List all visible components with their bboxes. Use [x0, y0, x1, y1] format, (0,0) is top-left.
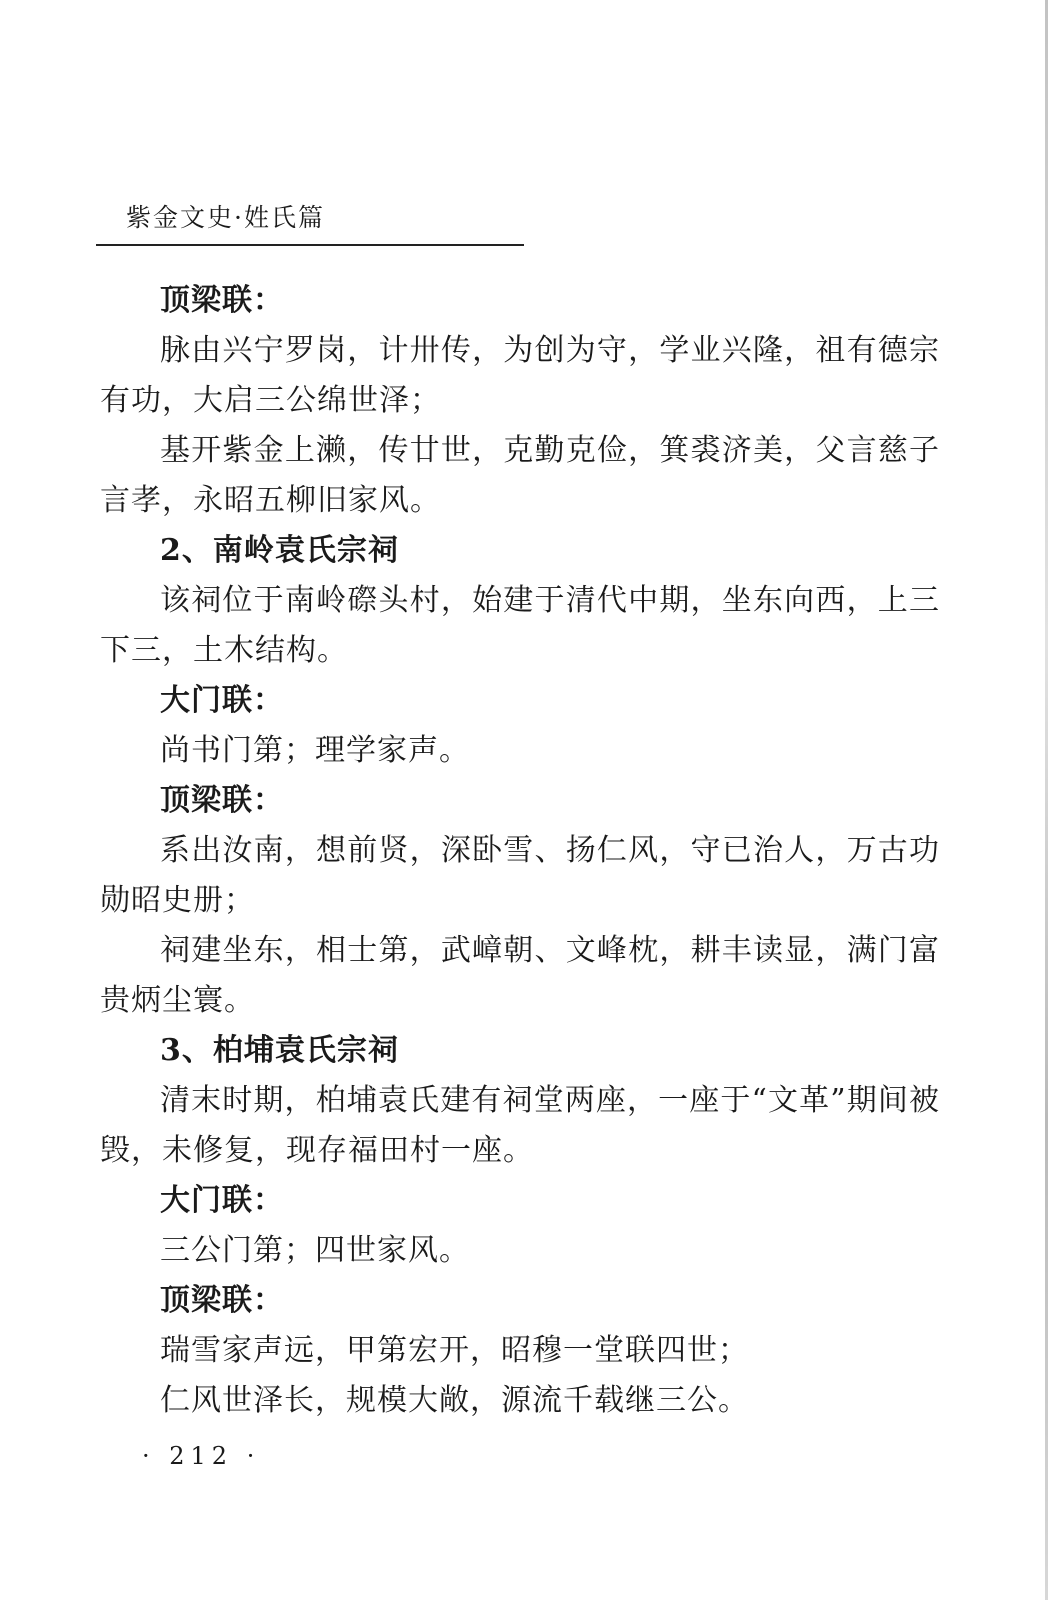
paragraph: 清末时期，柏埔袁氏建有祠堂两座，一座于“文革”期间被毁，未修复，现存福田村一座。 [100, 1083, 940, 1168]
section-heading: 2、南岭袁氏宗祠 [160, 533, 399, 568]
couplet-line: 三公门第；四世家风。 [160, 1233, 470, 1268]
couplet-heading: 大门联： [160, 1183, 284, 1218]
paragraph: 该祠位于南岭磜头村，始建于清代中期，坐东向西，上三下三，土木结构。 [100, 583, 940, 668]
couplet-line: 尚书门第；理学家声。 [160, 733, 470, 768]
section-heading: 3、柏埔袁氏宗祠 [160, 1033, 399, 1068]
couplet-heading: 大门联： [160, 683, 284, 718]
body-text [100, 276, 940, 1426]
header-rule [96, 244, 524, 246]
couplet-line: 瑞雪家声远，甲第宏开，昭穆一堂联四世； [160, 1333, 749, 1368]
running-head: 紫金文史·姓氏篇 [126, 203, 325, 232]
couplet-line: 系出汝南，想前贤，深卧雪、扬仁风，守已治人，万古功勋昭史册； [100, 833, 940, 918]
page-edge-shadow [1045, 0, 1048, 1600]
couplet-line: 祠建坐东，相士第，武嶂朝、文峰枕，耕丰读显，满门富贵炳尘寰。 [100, 933, 940, 1018]
couplet-line: 仁风世泽长，规模大敞，源流千载继三公。 [160, 1383, 749, 1418]
couplet-line: 基开紫金上濑，传廿世，克勤克俭，箕裘济美，父言慈子言孝，永昭五柳旧家风。 [100, 433, 940, 518]
couplet-line: 脉由兴宁罗岗，计卅传，为创为守，学业兴隆，祖有德宗有功，大启三公绵世泽； [100, 333, 940, 418]
page-number: · 212 · [142, 1442, 261, 1470]
couplet-heading: 顶梁联： [160, 1283, 284, 1318]
couplet-heading: 顶梁联： [160, 283, 284, 318]
couplet-heading: 顶梁联： [160, 783, 284, 818]
